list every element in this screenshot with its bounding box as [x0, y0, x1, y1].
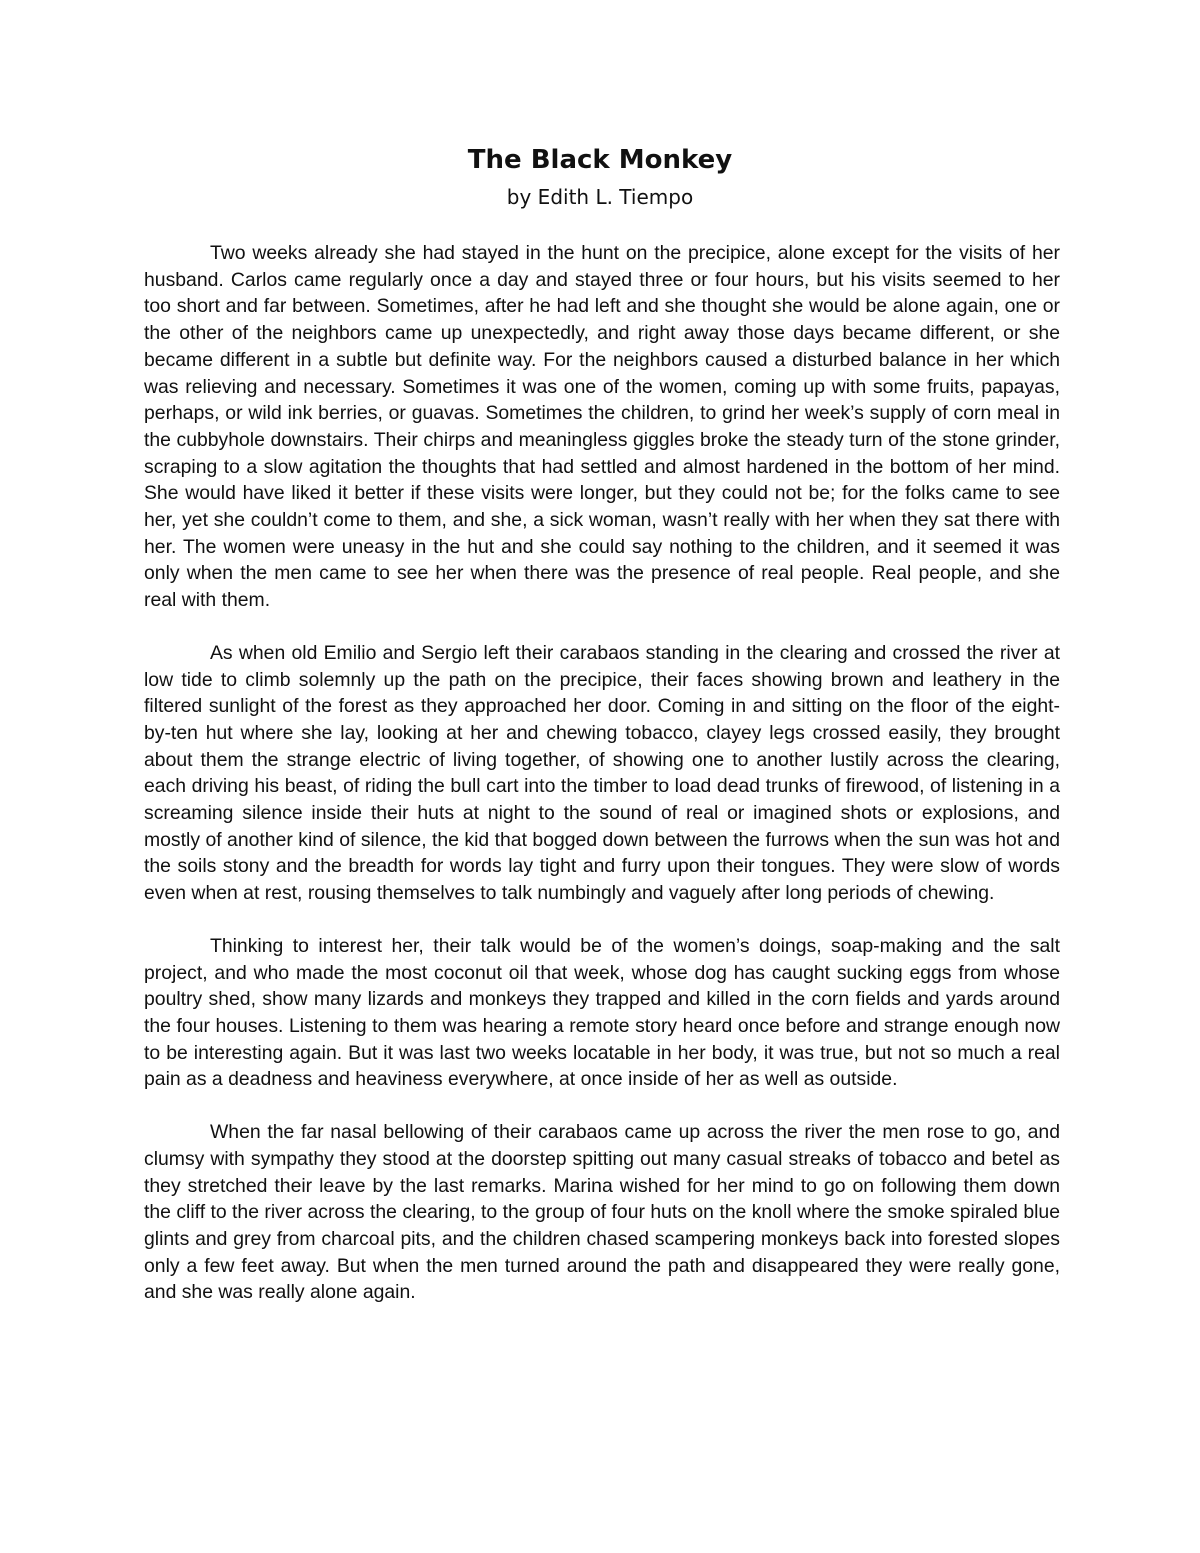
author-byline: by Edith L. Tiempo [506, 185, 694, 209]
paragraph: As when old Emilio and Sergio left their carabaos standing in the clearing and crossed the river at low tide to climb solemnly up the path on the precipice, their faces showing brown and leathery in the filtered sunlight of the forest as they approached her door. Coming in and sitting on the floor of the eight-by-ten hut where she lay, looking at her and chewing tobacco, clayey legs crossed easily, they brought about them the strange electric of living together, of showing one to another lustily across the clearing, each driving his beast, of riding the bull cart into the timber to load dead trunks of firewood, of listening in a screaming silence inside their huts at night to the sound of real or imagined shots or explosions, and mostly of another kind of silence, the kid that bogged down between the furrows when the sun was hot and the soils stony and the breadth for words lay tight and furry upon their tongues. They were slow of words even when at rest, rousing themselves to talk numbingly and vaguely after long periods of chewing. [144, 641, 1060, 905]
paragraph: Two weeks already she had stayed in the hunt on the precipice, alone except for the visits of her husband. Carlos came regularly once a day and stayed three or four hours, but his visits seemed to her too short and far between. Sometimes, after he had left and she thought she would be alone again, one or the other of the neighbors came up unexpectedly, and right away those days became different, or she became different in a subtle but definite way. For the neighbors caused a disturbed balance in her which was relieving and necessary. Sometimes it was one of the women, coming up with some fruits, papayas, perhaps, or wild ink berries, or guavas. Sometimes the children, to grind her week’s supply of corn meal in the cubbyhole downstairs. Their chirps and meaningless giggles broke the steady turn of the stone grinder, scraping to a slow agitation the thoughts that had settled and almost hardened in the bottom of her mind. She would have liked it better if these visits were longer, but they could not be; for the folks came to see her, yet she couldn’t come to them, and she, a sick woman, wasn’t really with her when they sat there with her. The women were uneasy in the hut and she could say nothing to the children, and it seemed it was only when the men came to see her when there was the presence of real people. Real people, and she real with them. [144, 242, 1060, 612]
paragraph: Thinking to interest her, their talk would be of the women’s doings, soap-making and the salt project, and who made the most coconut oil that week, whose dog has caught sucking eggs from whose poultry shed, show many lizards and monkeys they trapped and killed in the corn fields and yards around the four houses. Listening to them was hearing a remote story heard once before and strange enough now to be interesting again. But it was last two weeks locatable in her body, it was true, but not so much a real pain as a deadness and heaviness everywhere, at once inside of her as well as outside. [144, 934, 1060, 1091]
page-title: The Black Monkey [467, 145, 733, 175]
paragraph: When the far nasal bellowing of their carabaos came up across the river the men rose to go, and clumsy with sympathy they stood at the doorstep spitting out many casual streaks of tobacco and betel as they stretched their leave by the last remarks. Marina wished for her mind to go on following them down the cliff to the river across the clearing, to the group of four huts on the knoll where the smoke spiraled blue glints and grey from charcoal pits, and the children chased scampering monkeys back into forested slopes only a few feet away. But when the men turned around the path and disappeared they were really gone, and she was really alone again. [144, 1121, 1060, 1304]
document-body [144, 240, 1060, 1332]
